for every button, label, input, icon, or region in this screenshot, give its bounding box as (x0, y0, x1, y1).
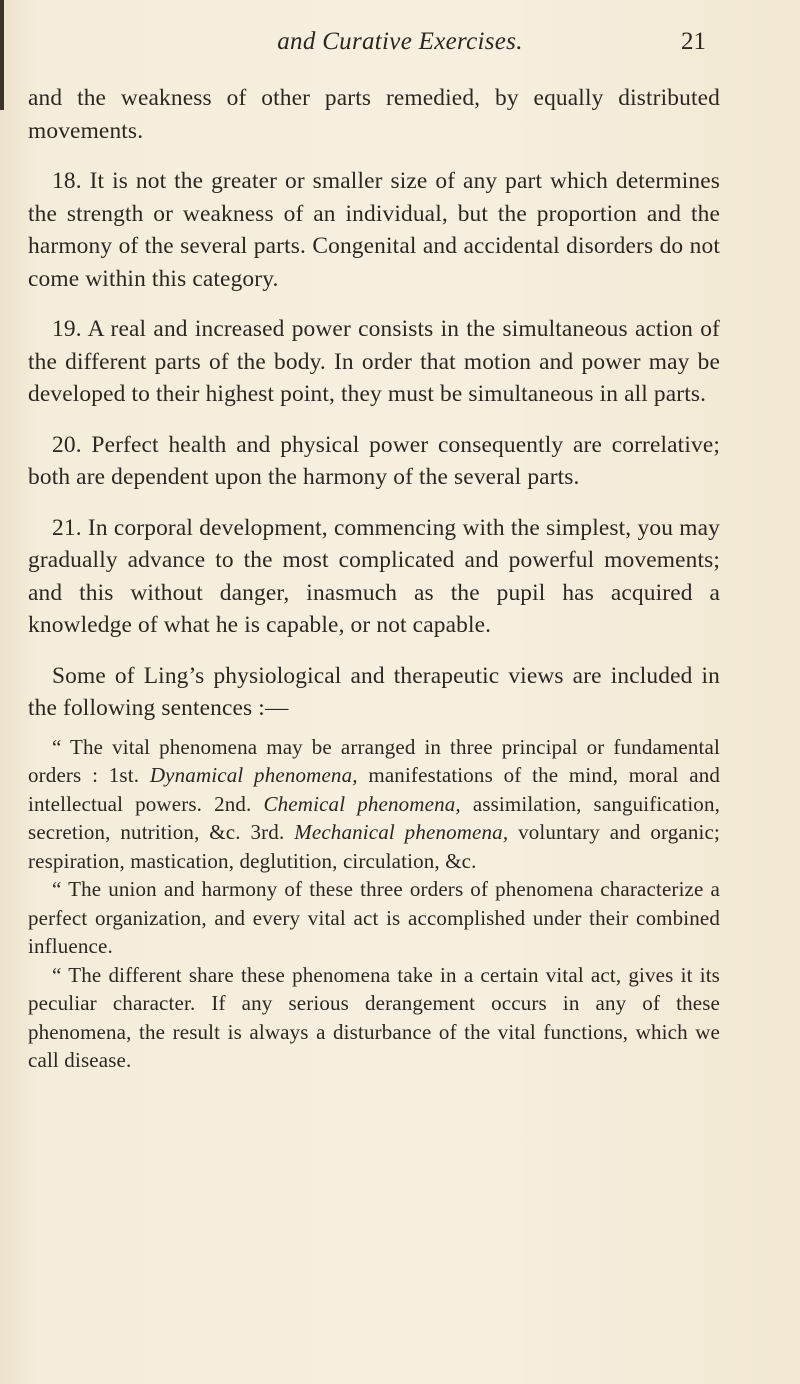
quote-text: assimilation, sanguification, secretion, nutrition, &c. 3rd. (28, 791, 721, 844)
quote-text: manifestations of the mind, moral and intellectual powers. 2nd. (28, 763, 721, 816)
quote-paragraph-2: “ The union and harmony of these three orders of phenomena characterize a perfect organization, and every vital act is accomplished under their combined influence. (28, 877, 720, 958)
quote-paragraph-3: “ The different share these phenomena take in a certain vital act, gives it its peculiar character. If any serious derangement occurs in any of these phenomena, the result is always a disturbance of the vital functions, which we call disease. (28, 962, 720, 1072)
paragraph-continuation: and the weakness of other parts remedied, by equally distributed movements. (28, 85, 720, 144)
quote-text: “ The vital phenomena may be arranged in three principal or fundamental orders : 1st. (28, 734, 720, 787)
quote-text: voluntary and organic; respiration, mastication, deglutition, circulation, &c. (28, 820, 720, 873)
paragraph-18: 18. It is not the greater or smaller size of any part which determines the strength or weakness of an individual, but the proportion and the harmony of the several parts. Congenital and accidental disorders do not come within this category. (28, 168, 720, 292)
running-head: and Curative Exercises. (277, 28, 523, 55)
paragraph-20: 20. Perfect health and physical power consequently are correlative; both are dependent upon the harmony of the several parts. (28, 431, 720, 490)
paragraph-19: 19. A real and increased power consists in the simultaneous action of the different parts of the body. In order that motion and power may be developed to their highest point, they must be simultaneous in all parts. (28, 316, 720, 407)
paragraph-ling-intro: Some of Ling’s physiological and therapeutic views are included in the following sentences :— (28, 662, 720, 721)
ling-quotation (28, 733, 720, 1075)
page-number: 21 (681, 28, 706, 55)
paragraph-21: 21. In corporal development, commencing with the simplest, you may gradually advance to the most complicated and powerful movements; and this without danger, inasmuch as the pupil has acquired a knowledge of what he is capable, or not capable. (28, 514, 720, 638)
quote-term-mechanical: Mechanical phenomena, (294, 820, 509, 844)
quote-term-chemical: Chemical phenomena, (263, 791, 461, 816)
quote-term-dynamical: Dynamical phenomena, (149, 763, 358, 787)
page-body (28, 82, 720, 1075)
quote-paragraph-1 (28, 733, 720, 876)
page-header (0, 28, 800, 68)
